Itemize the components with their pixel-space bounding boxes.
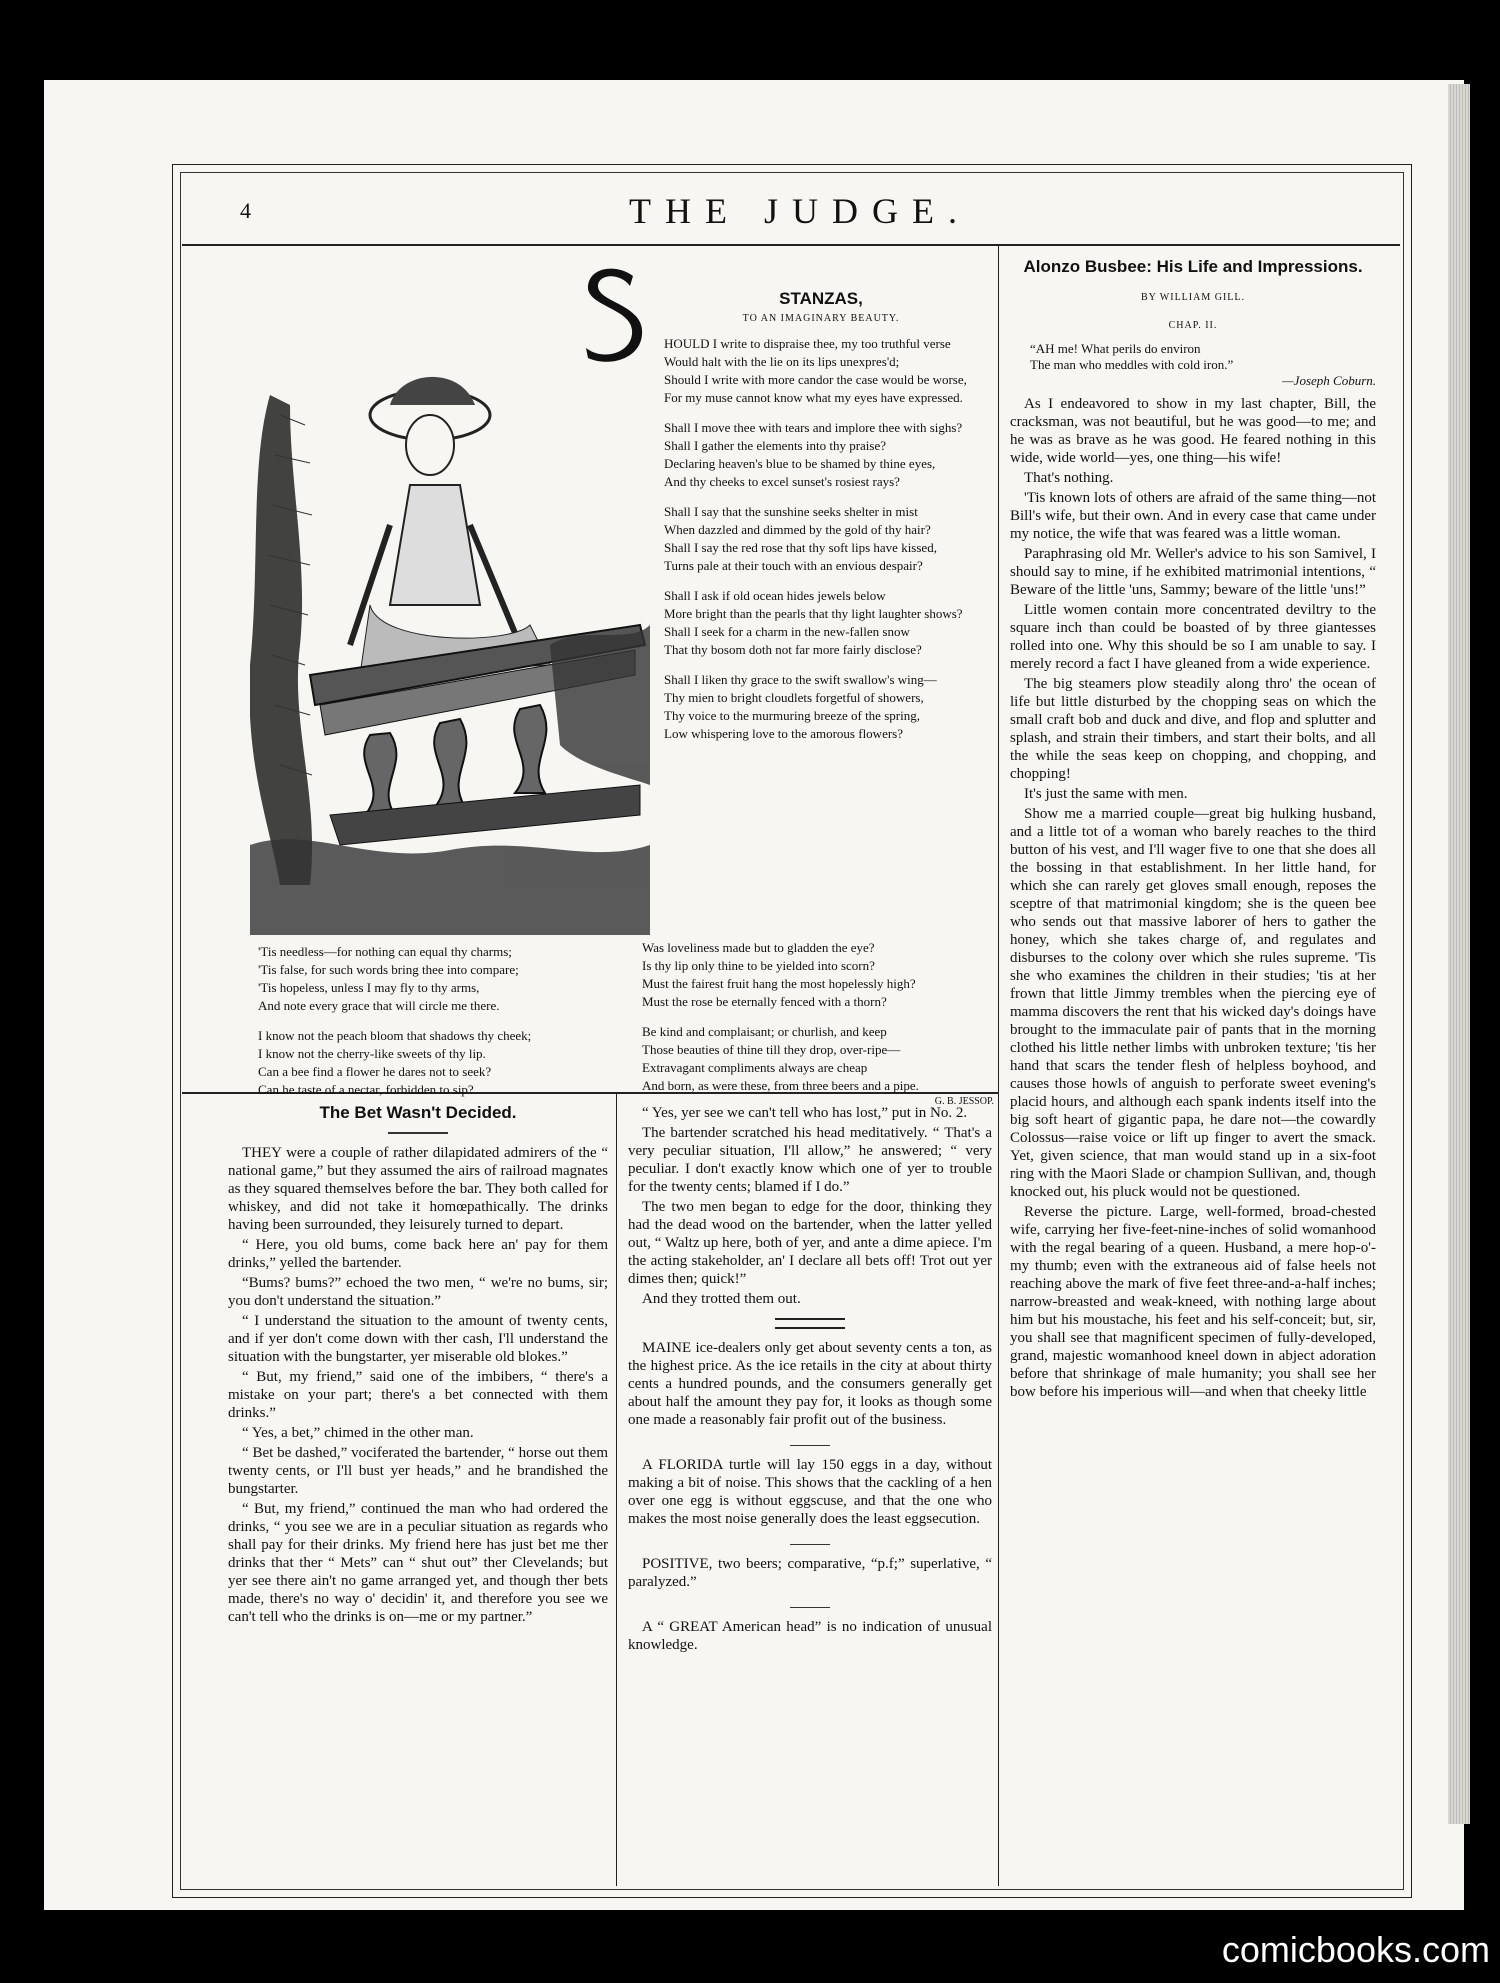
busbee-byline: BY WILLIAM GILL. — [1140, 292, 1246, 303]
masthead-rule — [182, 244, 1400, 246]
poem-line: And note every grace that will circle me there. — [258, 998, 500, 1013]
poem-line — [244, 1016, 614, 1026]
poem-line: Shall I say that the sunshine seeks shelter in mist — [664, 504, 918, 519]
busbee-article — [1010, 256, 1376, 1403]
stanzas-block — [650, 290, 992, 744]
paragraph: That's nothing. — [1024, 470, 1114, 486]
paragraph: Little women contain more concentrated deviltry to the square inch than could be boasted of by three giantesses rolled into one. Why this should be so I am unable to say. I merely record a fact I have gleaned from a wide experience. — [1010, 602, 1376, 672]
separator — [790, 1544, 830, 1545]
poem-line: More bright than the pearls that thy light laughter shows? — [664, 606, 963, 621]
poem-line: Thy mien to bright cloudlets forgetful of showers, — [664, 690, 924, 705]
paragraph: “ But, my friend,” continued the man who had ordered the drinks, “ you see we are in a peculiar situation as regards who shall pay for their drinks. My friend here has just bet me ther drinks that ther “ Mets” can “ shut out” ther Clevelands; but yer see there ain't no game arranged yet, and though ther bets made, there's no way o' decidin' it, and therefore you see we can't tell who the drinks is on—me or my partner.” — [228, 1501, 608, 1625]
poem-line: Turns pale at their touch with an envious despair? — [664, 558, 923, 573]
stanzas-lines — [650, 336, 992, 742]
separator — [790, 1445, 830, 1446]
filler-paragraph: POSITIVE, two beers; comparative, “p.f;” superlative, “ paralyzed.” — [628, 1556, 992, 1590]
poem-line: Can a bee find a flower he dares not to seek? — [258, 1064, 492, 1079]
masthead-title: THE JUDGE. — [629, 191, 971, 231]
paragraph: Show me a married couple—great big hulking husband, and a little tot of a woman who barely reaches to the third button of his vest, and I'll wager five to one that she does all the bossing in that establishment. In her little hand, for which she can rarely get gloves small enough, reposes the sceptre of that matrimonial kingdom; she is the queen bee who sends out that massive laborer of hers to gather the honey, which she takes charge of, and regulates and disburses to the colony over which she rules supreme. 'Tis she who examines the children in their studies; 'tis at her frown that little Jimmy trembles when the piercing eye of mamma discovers the rent that his wicked day's doings have brought to the immaculate pair of pants that in the morning clothed his little nether limbs with unbroken texture; 'tis her hand that scars the tender flesh of helpless boyhood, and causes those howls of anguish to perforate sweet evening's placid hours, and although each spank indents itself into the big soft heart of gigantic papa, he dare not—the cowardly Colossus—raise voice or lift up finger to avert the smack. Yet, given science, that man would stand up in a six-foot ring with the Maori Slade or champion Sullivan, and, though knocked out, his pluck would not be questioned. — [1010, 806, 1376, 1200]
epigraph-author: —Joseph Coburn. — [1282, 373, 1376, 388]
stanzas-bottom-left — [244, 944, 614, 1100]
paragraph: “ I understand the situation to the amount of twenty cents, and if yer don't come down with ther cash, I'll understand the situation with the bungstarter, yer miserable old blokes.” — [228, 1313, 608, 1365]
poem-line: And thy cheeks to excel sunset's rosiest rays? — [664, 474, 900, 489]
stanzas-bottom-right — [628, 940, 994, 1108]
paragraph: As I endeavored to show in my last chapter, Bill, the cracksman, was not beautiful, but he was good—to me; and he was as brave as he was good. He feared nothing in this wide, wide world—yes, one thing—his wife! — [1010, 396, 1376, 466]
poem-line: HOULD I write to dispraise thee, my too truthful verse — [664, 336, 951, 351]
poem-line: For my muse cannot know what my eyes have expressed. — [664, 390, 963, 405]
column-rule-right — [998, 246, 999, 1886]
poem-line: Shall I ask if old ocean hides jewels below — [664, 588, 886, 603]
poem-line: Is thy lip only thine to be yielded into scorn? — [642, 958, 875, 973]
paragraph: “ Yes, yer see we can't tell who has lost,” put in No. 2. — [642, 1105, 968, 1121]
paragraph: “Bums? bums?” echoed the two men, “ we're no bums, sir; you don't understand the situation.” — [228, 1275, 608, 1309]
paragraph: The two men began to edge for the door, thinking they had the dead wood on the bartender, when the latter yelled out, “ Waltz up here, both of yer, and ante a dime apiece. I'm the acting stakeholder, an' I declare all bets off! Trot out yer dimes then; quick!” — [628, 1199, 992, 1287]
paragraph: It's just the same with men. — [1024, 786, 1188, 802]
poem-line: That thy bosom doth not far more fairly disclose? — [664, 642, 922, 657]
column-rule-bottom-mid — [616, 1094, 617, 1886]
bet-article-col2 — [628, 1104, 992, 1670]
poem-line — [628, 1012, 994, 1022]
poem-line: Can he taste of a nectar, forbidden to sip? — [258, 1082, 474, 1097]
poem-line: Would halt with the lie on its lips unexpres'd; — [664, 354, 900, 369]
paragraph: 'Tis known lots of others are afraid of the same thing—not Bill's wife, but their own. And in every case that came under my notice, the wife that was feared was a little woman. — [1010, 490, 1376, 542]
poem-line: When dazzled and dimmed by the gold of thy hair? — [664, 522, 931, 537]
poem-line: I know not the cherry-like sweets of thy lip. — [258, 1046, 486, 1061]
paragraph: Paraphrasing old Mr. Weller's advice to his son Samivel, I should say to mine, if he exhibited matrimonial intentions, “ Beware of the little 'uns, Sammy; beware of the little 'uns!” — [1010, 546, 1376, 598]
paragraph: THEY were a couple of rather dilapidated admirers of the “ national game,” but they assumed the airs of railroad magnates as they squared themselves before the bar. They both called for whiskey, and did not take it homœpathically. The drinks having been surrounded, they leisurely turned to depart. — [228, 1145, 608, 1233]
poem-line: Should I write with more candor the case would be worse, — [664, 372, 967, 387]
poem-line: Shall I say the red rose that thy soft lips have kissed, — [664, 540, 937, 555]
paragraph: The big steamers plow steadily along thro' the ocean of life but little disturbed by the chopping seas on which the small craft bob and duck and dive, and flop and splutter and splash, and strain their timbers, and start their bolts, and all the while the seas keep on chopping, and chopping, and chopping! — [1010, 676, 1376, 782]
poem-line — [650, 492, 992, 502]
paragraph: “ But, my friend,” said one of the imbibers, “ there's a mistake on your part; there's a bet connected with them drinks.” — [228, 1369, 608, 1421]
title-separator — [388, 1132, 448, 1134]
paragraph: “ Bet be dashed,” vociferated the bartender, “ horse out them twenty cents, or I'll bust yer heads,” and he brandished the bungstarter. — [228, 1445, 608, 1497]
poem-line: Those beauties of thine till they drop, over-ripe— — [642, 1042, 901, 1057]
poem-line: Shall I liken thy grace to the swift swallow's wing— — [664, 672, 937, 687]
poem-line — [650, 576, 992, 586]
filler-paragraph: MAINE ice-dealers only get about seventy cents a ton, as the highest price. As the ice retails in the city at about thirty cents a hundred pounds, and the consumers generally get about half the amount they pay for, it looks as though some one made a reasonably fair profit out of the business. — [628, 1340, 992, 1428]
epigraph-line-2: The man who meddles with cold iron.” — [1030, 357, 1234, 372]
filler-paragraph: A “ GREAT American head” is no indication of unusual knowledge. — [628, 1619, 992, 1653]
epigraph-line-1: “AH me! What perils do environ — [1030, 341, 1201, 356]
filler-paragraph: A FLORIDA turtle will lay 150 eggs in a day, without making a bit of noise. This shows that the cackling of a hen over one egg is without eggscuse, and that the one who makes the most noise generally does the least eggsecution. — [628, 1457, 992, 1527]
poem-line: Shall I gather the elements into thy praise? — [664, 438, 887, 453]
paragraph: And they trotted them out. — [642, 1291, 801, 1307]
ornamental-separator — [775, 1318, 845, 1329]
poem-line — [650, 408, 992, 418]
poem-line: Must the fairest fruit hang the most hopelessly high? — [642, 976, 916, 991]
stanzas-title: STANZAS, — [779, 289, 863, 308]
paragraph: The bartender scratched his head meditatively. “ That's a very peculiar situation, I'll allow,” he answered; “ very peculiar. I don't exactly know which one of yer to trouble for the twenty cents; blamed if I do.” — [628, 1125, 992, 1195]
stanzas-subtitle: TO AN IMAGINARY BEAUTY. — [742, 313, 900, 324]
poem-line: 'Tis hopeless, unless I may fly to thy arms, — [258, 980, 480, 995]
poem-line: Extravagant compliments always are cheap — [642, 1060, 868, 1075]
bet-title: The Bet Wasn't Decided. — [319, 1103, 517, 1122]
poem-line: 'Tis false, for such words bring thee into compare; — [258, 962, 519, 977]
poem-line: Declaring heaven's blue to be shamed by thine eyes, — [664, 456, 936, 471]
stanzas-author: G. B. JESSOP. — [934, 1096, 994, 1107]
paragraph: “ Yes, a bet,” chimed in the other man. — [242, 1425, 474, 1441]
bet-article-col1 — [228, 1104, 608, 1628]
poem-line: Shall I seek for a charm in the new-fallen snow — [664, 624, 910, 639]
site-watermark: comicbooks.com — [1221, 1929, 1490, 1970]
page-number: 4 — [240, 198, 251, 223]
paragraph: “ Here, you old bums, come back here an' pay for them drinks,” yelled the bartender. — [228, 1237, 608, 1271]
paragraph: Reverse the picture. Large, well-formed, broad-chested wife, carrying her five-feet-nine-inches of solid womanhood with the regal bearing of a queen. Husband, a mere hop-o'-my thumb; even with the extraneous aid of false heels not reaching above the mark of five feet three-and-a-half inches; narrow-breasted and weak-kneed, with nothing large about him but his moustache, his feet and his self-conceit; but, sir, you shall see that magnificent specimen of fully-developed, grand, majestic womanhood kneel down in abject adoration before that shrinkage of male humanity; you shall see her bow before his imperious will—and when that cheeky little — [1010, 1204, 1376, 1400]
poem-line: Low whispering love to the amorous flowers? — [664, 726, 904, 741]
poem-line: And born, as were these, from three beers and a pipe. — [642, 1078, 919, 1093]
poem-line: Shall I move thee with tears and implore thee with sighs? — [664, 420, 963, 435]
poem-line: Thy voice to the murmuring breeze of the spring, — [664, 708, 920, 723]
right-page-edges — [1448, 84, 1470, 1824]
poem-line: Be kind and complaisant; or churlish, and keep — [642, 1024, 887, 1039]
poem-line: I know not the peach bloom that shadows thy cheek; — [258, 1028, 532, 1043]
busbee-title: Alonzo Busbee: His Life and Impressions. — [1023, 257, 1363, 276]
busbee-chapter: CHAP. II. — [1168, 320, 1218, 331]
separator — [790, 1607, 830, 1608]
poem-line: Was loveliness made but to gladden the eye? — [642, 940, 875, 955]
poem-line: 'Tis needless—for nothing can equal thy charms; — [258, 944, 512, 959]
poem-line: Must the rose be eternally fenced with a thorn? — [642, 994, 887, 1009]
poem-line — [650, 660, 992, 670]
illustration-woman-on-balustrade — [250, 345, 650, 935]
